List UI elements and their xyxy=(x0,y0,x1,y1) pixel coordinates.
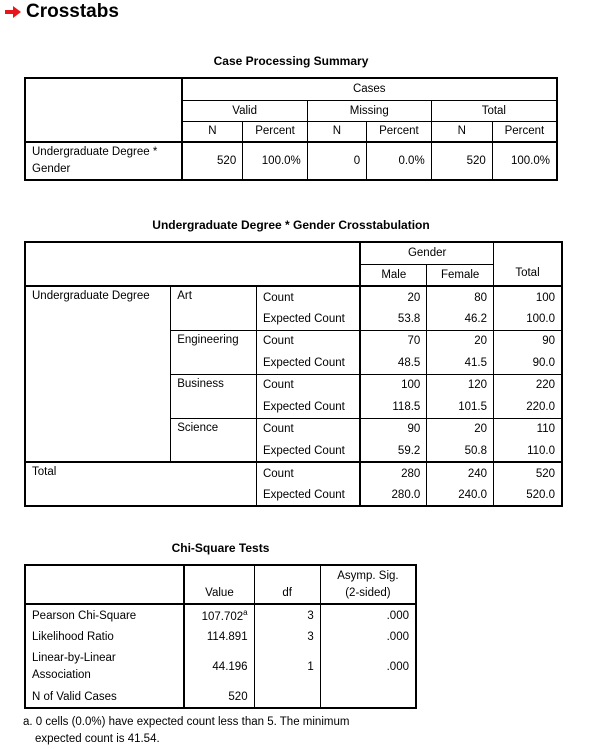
cell-male: 100 xyxy=(360,374,427,396)
footnote xyxy=(23,714,415,748)
cell-female: 240.0 xyxy=(427,484,494,506)
stat-label: Expected Count xyxy=(256,352,360,374)
subheader-percent: Percent xyxy=(492,121,557,142)
crosstab-title: Undergraduate Degree * Gender Crosstabulation xyxy=(152,218,430,232)
cell-male: 90 xyxy=(360,418,427,440)
case-processing-title: Case Processing Summary xyxy=(213,54,369,68)
df-header: df xyxy=(254,565,320,604)
arrow-right-icon xyxy=(4,5,22,19)
subheader-n: N xyxy=(307,121,366,142)
male-header: Male xyxy=(360,264,427,286)
total-row-label: Total xyxy=(25,462,256,506)
stat-label: Expected Count xyxy=(256,396,360,418)
subheader-percent: Percent xyxy=(367,121,432,142)
test-sig xyxy=(320,686,416,708)
cell-male: 53.8 xyxy=(360,308,427,330)
subheader-n: N xyxy=(182,121,243,142)
total-col-header: Total xyxy=(494,242,563,286)
value-cell: 520 xyxy=(431,142,492,180)
cell-male: 280.0 xyxy=(360,484,427,506)
cell-female: 20 xyxy=(427,330,494,352)
cell-total: 100.0 xyxy=(494,308,563,330)
row-label-line2: Gender xyxy=(32,163,71,175)
gender-header: Gender xyxy=(360,242,493,264)
cell-total: 100 xyxy=(494,286,563,308)
stat-label: Count xyxy=(256,286,360,308)
cell-total: 520 xyxy=(494,462,563,484)
test-value: 520 xyxy=(184,686,254,708)
test-label: N of Valid Cases xyxy=(25,686,184,708)
stat-label: Count xyxy=(256,374,360,396)
stat-label: Count xyxy=(256,418,360,440)
test-df xyxy=(254,686,320,708)
cell-female: 80 xyxy=(427,286,494,308)
cases-header: Cases xyxy=(182,78,558,100)
sig-header-line2: (2-sided) xyxy=(345,586,391,599)
test-value: 114.891 xyxy=(184,626,254,648)
test-sig: .000 xyxy=(320,626,416,648)
stat-label: Expected Count xyxy=(256,484,360,506)
missing-header: Missing xyxy=(307,100,431,121)
cell-male: 70 xyxy=(360,330,427,352)
cell-total: 110.0 xyxy=(494,440,563,462)
test-df: 3 xyxy=(254,626,320,648)
subheader-percent: Percent xyxy=(243,121,308,142)
cell-total: 110 xyxy=(494,418,563,440)
cell-male: 20 xyxy=(360,286,427,308)
category-science: Science xyxy=(171,418,257,462)
stat-label: Expected Count xyxy=(256,440,360,462)
cell-female: 41.5 xyxy=(427,352,494,374)
cell-female: 240 xyxy=(427,462,494,484)
footnote-line2: expected count is 41.54. xyxy=(35,733,160,745)
value-cell: 520 xyxy=(182,142,243,180)
category-engineering: Engineering xyxy=(171,330,257,374)
cell-female: 50.8 xyxy=(427,440,494,462)
cell-male: 118.5 xyxy=(360,396,427,418)
test-df: 3 xyxy=(254,604,320,626)
test-label xyxy=(25,648,184,686)
footnote-line1: a. 0 cells (0.0%) have expected count less than 5. The minimum xyxy=(23,716,350,728)
test-label-line1: Linear-by-Linear xyxy=(32,652,116,664)
section-heading xyxy=(4,0,119,24)
value-cell: 100.0% xyxy=(492,142,557,180)
cell-female: 20 xyxy=(427,418,494,440)
stat-label: Count xyxy=(256,462,360,484)
subheader-n: N xyxy=(431,121,492,142)
valid-header: Valid xyxy=(182,100,308,121)
chi-square-table xyxy=(24,564,417,709)
test-df: 1 xyxy=(254,648,320,686)
cell-total: 90 xyxy=(494,330,563,352)
test-label: Likelihood Ratio xyxy=(25,626,184,648)
total-header: Total xyxy=(431,100,557,121)
cell-male: 59.2 xyxy=(360,440,427,462)
category-business: Business xyxy=(171,374,257,418)
female-header: Female xyxy=(427,264,494,286)
cell-female: 120 xyxy=(427,374,494,396)
case-processing-table xyxy=(24,77,558,181)
cell-total: 220.0 xyxy=(494,396,563,418)
row-label xyxy=(25,142,182,180)
test-value: 44.196 xyxy=(184,648,254,686)
category-art: Art xyxy=(171,286,257,330)
cell-female: 46.2 xyxy=(427,308,494,330)
cell-male: 48.5 xyxy=(360,352,427,374)
chi-square-title: Chi-Square Tests xyxy=(171,541,270,555)
row-variable-label: Undergraduate Degree xyxy=(25,286,171,462)
test-sig: .000 xyxy=(320,648,416,686)
value-cell: 100.0% xyxy=(243,142,308,180)
test-label-line2: Association xyxy=(32,669,91,681)
value-cell: 0 xyxy=(307,142,366,180)
corner-cell xyxy=(25,242,360,286)
stat-label: Expected Count xyxy=(256,308,360,330)
value-cell: 0.0% xyxy=(367,142,432,180)
corner-cell xyxy=(25,565,184,604)
heading-text: Crosstabs xyxy=(26,1,119,22)
test-label: Pearson Chi-Square xyxy=(25,604,184,626)
cell-male: 280 xyxy=(360,462,427,484)
value-header: Value xyxy=(184,565,254,604)
test-value-text: 107.702 xyxy=(201,610,244,623)
sig-header xyxy=(320,565,416,604)
test-sig: .000 xyxy=(320,604,416,626)
cell-total: 220 xyxy=(494,374,563,396)
test-value xyxy=(184,604,254,626)
corner-cell xyxy=(25,78,182,142)
cell-female: 101.5 xyxy=(427,396,494,418)
footnote-marker: a xyxy=(243,608,248,618)
sig-header-line1: Asymp. Sig. xyxy=(337,569,399,582)
stat-label: Count xyxy=(256,330,360,352)
row-label-line1: Undergraduate Degree * xyxy=(32,146,158,158)
crosstab-table xyxy=(24,241,563,507)
cell-total: 90.0 xyxy=(494,352,563,374)
cell-total: 520.0 xyxy=(494,484,563,506)
